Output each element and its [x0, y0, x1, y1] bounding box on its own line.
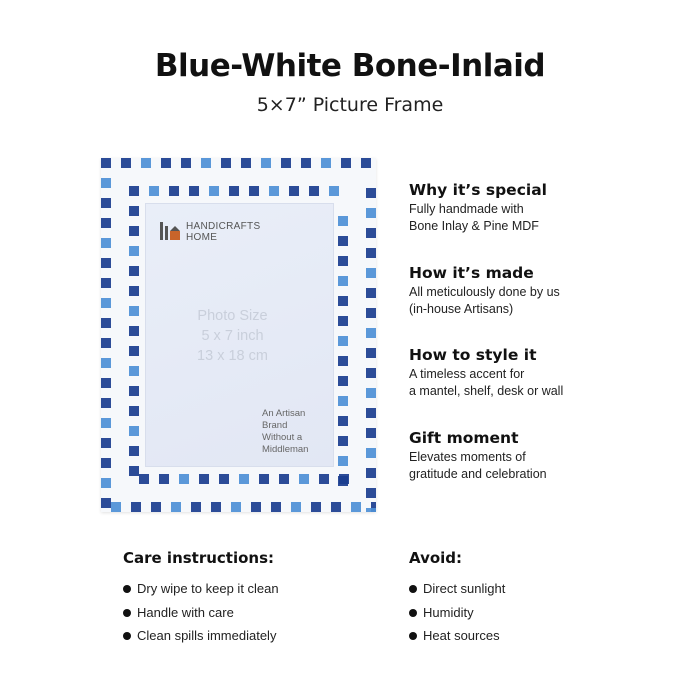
inlay-tile — [311, 502, 321, 512]
inlay-tile — [366, 508, 376, 512]
inlay-tile — [101, 438, 111, 448]
inlay-tile — [161, 158, 171, 168]
inlay-tile — [129, 446, 139, 456]
list-item — [123, 605, 279, 629]
inlay-tile — [219, 474, 229, 484]
photo-size-line: 13 x 18 cm — [197, 348, 268, 364]
photo-size-text — [145, 306, 320, 366]
inlay-tile — [131, 502, 141, 512]
inlay-tile — [101, 338, 111, 348]
inlay-tile — [301, 158, 311, 168]
inlay-tile — [279, 474, 289, 484]
artisan-note — [262, 408, 332, 456]
inlay-tile — [101, 258, 111, 268]
avoid-list — [409, 581, 505, 652]
feature-desc: Bone Inlay & Pine MDF — [409, 219, 539, 233]
inlay-tile — [129, 426, 139, 436]
inlay-tile — [259, 474, 269, 484]
list-item — [123, 581, 279, 605]
feature-how-style — [409, 345, 669, 399]
inlay-tile — [239, 474, 249, 484]
list-item — [409, 605, 505, 629]
inlay-tile — [221, 158, 231, 168]
inlay-tile — [151, 502, 161, 512]
inlay-tile — [201, 158, 211, 168]
inlay-tile — [321, 158, 331, 168]
inlay-tile — [249, 186, 259, 196]
inlay-tile — [101, 198, 111, 208]
inlay-tile — [101, 218, 111, 228]
artisan-line: An Artisan — [262, 408, 306, 419]
inlay-tile — [366, 348, 376, 358]
inlay-tile — [351, 502, 361, 512]
inlay-tile — [129, 226, 139, 236]
inlay-tile — [338, 276, 348, 286]
inlay-tile — [366, 488, 376, 498]
inlay-tile — [366, 208, 376, 218]
feature-desc: Elevates moments of — [409, 450, 526, 464]
inlay-tile — [129, 186, 139, 196]
inlay-tile — [366, 328, 376, 338]
inlay-tile — [101, 458, 111, 468]
inlay-tile — [338, 476, 348, 486]
bullet-icon — [123, 632, 131, 640]
inlay-tile — [129, 346, 139, 356]
inlay-tile — [181, 158, 191, 168]
inlay-tile — [101, 278, 111, 288]
inlay-tile — [309, 186, 319, 196]
bullet-icon — [409, 585, 417, 593]
bullet-icon — [409, 609, 417, 617]
inlay-tile — [229, 186, 239, 196]
inlay-tile — [129, 206, 139, 216]
inlay-tile — [366, 388, 376, 398]
inlay-tile — [366, 468, 376, 478]
inlay-tile — [129, 366, 139, 376]
inlay-tile — [341, 158, 351, 168]
inlay-tile — [211, 502, 221, 512]
bullet-icon — [409, 632, 417, 640]
avoid-item-label: Heat sources — [423, 628, 500, 643]
inlay-tile — [338, 256, 348, 266]
inlay-tile — [366, 228, 376, 238]
list-item — [123, 628, 279, 652]
inlay-tile — [101, 498, 111, 508]
feature-desc: (in-house Artisans) — [409, 302, 514, 316]
inlay-tile — [149, 186, 159, 196]
inlay-tile — [101, 318, 111, 328]
inlay-tile — [101, 378, 111, 388]
feature-title: How to style it — [409, 346, 537, 364]
feature-gift-moment — [409, 428, 669, 482]
inlay-tile — [366, 368, 376, 378]
bullet-icon — [123, 585, 131, 593]
care-item-label: Clean spills immediately — [137, 628, 277, 643]
inlay-tile — [101, 178, 111, 188]
inlay-tile — [129, 466, 139, 476]
inlay-tile — [169, 186, 179, 196]
inlay-tile — [299, 474, 309, 484]
product-title: Blue-White Bone-Inlaid — [154, 48, 546, 84]
inlay-tile — [366, 448, 376, 458]
inlay-tile — [338, 416, 348, 426]
inlay-tile — [261, 158, 271, 168]
feature-desc: Fully handmade with — [409, 202, 524, 216]
inlay-tile — [366, 308, 376, 318]
avoid-item-label: Humidity — [423, 604, 474, 620]
inlay-tile — [101, 478, 111, 488]
inlay-tile — [189, 186, 199, 196]
brand-line: HOME — [186, 232, 218, 243]
inlay-tile — [366, 248, 376, 258]
inlay-tile — [251, 502, 261, 512]
inlay-tile — [338, 456, 348, 466]
feature-how-made — [409, 263, 669, 317]
inlay-tile — [366, 428, 376, 438]
inlay-tile — [141, 158, 151, 168]
photo-size-line: Photo Size — [197, 308, 268, 324]
inlay-tile — [338, 356, 348, 366]
inlay-tile — [281, 158, 291, 168]
list-item — [409, 581, 505, 605]
inlay-tile — [338, 396, 348, 406]
inlay-tile — [199, 474, 209, 484]
care-item-label: Dry wipe to keep it clean — [137, 581, 279, 596]
feature-desc: a mantel, shelf, desk or wall — [409, 384, 564, 398]
inlay-tile — [101, 298, 111, 308]
feature-title: Why it’s special — [409, 181, 547, 199]
inlay-tile — [331, 502, 341, 512]
inlay-tile — [101, 238, 111, 248]
inlay-tile — [159, 474, 169, 484]
inlay-tile — [271, 502, 281, 512]
inlay-tile — [361, 158, 371, 168]
inlay-tile — [129, 246, 139, 256]
inlay-tile — [111, 502, 121, 512]
inlay-tile — [329, 186, 339, 196]
inlay-tile — [101, 418, 111, 428]
inlay-tile — [129, 286, 139, 296]
feature-title: How it’s made — [409, 264, 534, 282]
inlay-tile — [191, 502, 201, 512]
brand-name — [186, 221, 260, 243]
feature-desc: A timeless accent for — [409, 367, 525, 381]
care-item-label: Handle with care — [137, 604, 234, 620]
inlay-tile — [366, 288, 376, 298]
inlay-tile — [291, 502, 301, 512]
inlay-tile — [231, 502, 241, 512]
care-heading: Care instructions: — [123, 549, 275, 567]
artisan-line: Brand — [262, 420, 288, 431]
inlay-tile — [366, 268, 376, 278]
inlay-tile — [129, 406, 139, 416]
inlay-tile — [139, 474, 149, 484]
feature-desc: All meticulously done by us — [409, 285, 560, 299]
inlay-tile — [121, 158, 131, 168]
handicrafts-home-logo-icon — [159, 220, 181, 242]
inlay-tile — [101, 358, 111, 368]
product-subtitle: 5×7” Picture Frame — [256, 94, 444, 116]
inlay-tile — [209, 186, 219, 196]
inlay-tile — [289, 186, 299, 196]
inlay-tile — [129, 386, 139, 396]
inlay-tile — [129, 326, 139, 336]
inlay-tile — [338, 236, 348, 246]
inlay-tile — [338, 376, 348, 386]
artisan-line: Middleman — [262, 444, 309, 455]
inlay-tile — [366, 188, 376, 198]
photo-size-line: 5 x 7 inch — [201, 328, 264, 344]
feature-title: Gift moment — [409, 429, 519, 447]
inlay-tile — [338, 316, 348, 326]
avoid-heading: Avoid: — [409, 549, 463, 567]
care-list — [123, 581, 279, 652]
inlay-tile — [241, 158, 251, 168]
inlay-tile — [129, 306, 139, 316]
inlay-tile — [129, 266, 139, 276]
avoid-item-label: Direct sunlight — [423, 581, 506, 596]
inlay-tile — [269, 186, 279, 196]
inlay-tile — [338, 436, 348, 446]
feature-desc: gratitude and celebration — [409, 467, 547, 481]
inlay-tile — [338, 336, 348, 346]
inlay-tile — [319, 474, 329, 484]
inlay-tile — [338, 216, 348, 226]
inlay-tile — [171, 502, 181, 512]
list-item — [409, 628, 505, 652]
bullet-icon — [123, 609, 131, 617]
inlay-tile — [179, 474, 189, 484]
feature-why-special — [409, 180, 669, 234]
inlay-tile — [101, 158, 111, 168]
inlay-tile — [366, 408, 376, 418]
artisan-line: Without a — [262, 432, 303, 443]
inlay-tile — [338, 296, 348, 306]
inlay-tile — [101, 398, 111, 408]
brand-line: HANDICRAFTS — [186, 221, 261, 232]
